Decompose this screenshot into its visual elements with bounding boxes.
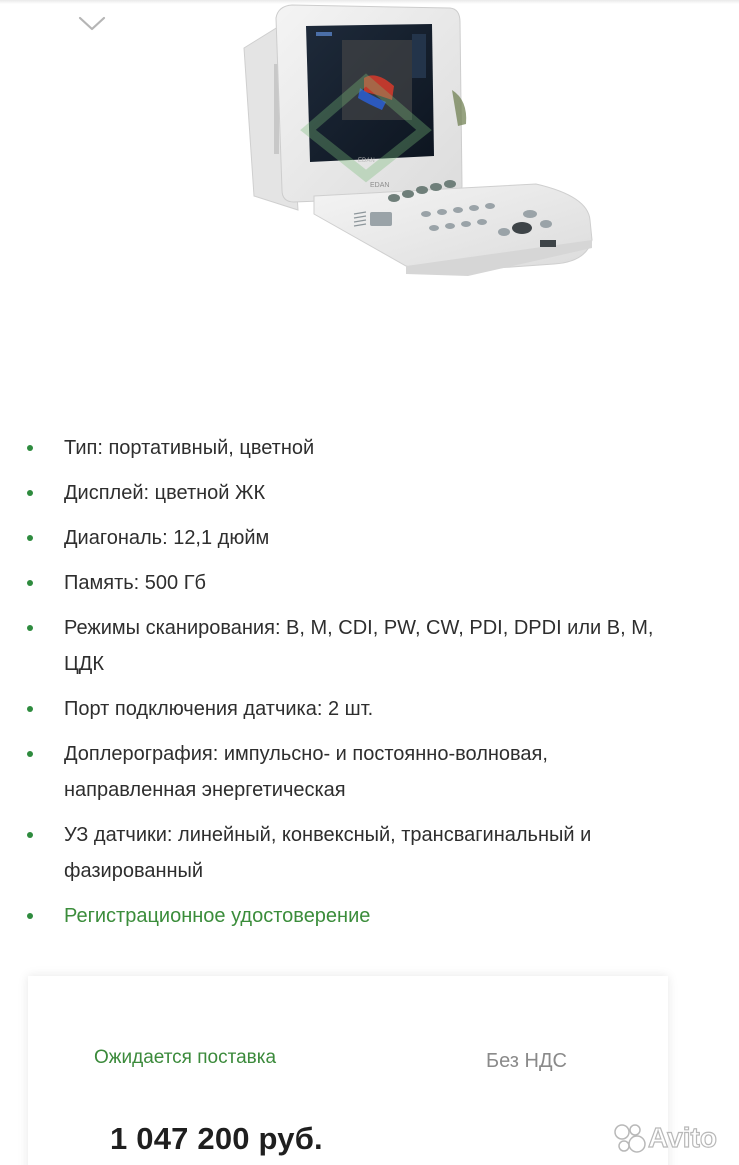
delivery-status: Ожидается поставка [94, 1047, 277, 1068]
spec-text: Тип: портативный, цветной [64, 437, 315, 459]
price: 1 047 200 руб. [110, 1121, 323, 1156]
spec-diagonal [0, 520, 739, 556]
avito-wordmark: Avito [648, 1122, 717, 1153]
bullet-dot [27, 490, 33, 496]
spec-text: УЗ датчики: линейный, конвексный, трансвагинальный и фазированный [64, 824, 592, 882]
bullet-dot [27, 580, 33, 586]
spec-text: Дисплей: цветной ЖК [64, 482, 266, 504]
ultrasound-scanner-image [236, 0, 598, 276]
screen-brand: EDAN [358, 158, 375, 164]
vat-label: Без НДС [486, 1050, 567, 1072]
spec-probe-ports [0, 691, 739, 727]
bullet-dot [27, 706, 33, 712]
spec-text: Память: 500 Гб [64, 572, 206, 594]
spec-list [0, 430, 739, 943]
bullet-dot [27, 535, 33, 541]
spec-scan-modes [0, 610, 739, 682]
bullet-dot [27, 913, 33, 919]
spec-text: Порт подключения датчика: 2 шт. [64, 698, 374, 720]
bullet-dot [27, 832, 33, 838]
device-brand: EDAN [370, 182, 390, 189]
spec-memory [0, 565, 739, 601]
spec-type [0, 430, 739, 466]
spec-text: Доплерография: импульсно- и постоянно-волновая, направленная энергетическая [64, 743, 548, 801]
spec-link-text[interactable]: Регистрационное удостоверение [64, 905, 371, 927]
spec-probes [0, 817, 739, 889]
spec-doppler [0, 736, 739, 808]
avito-logo-icon [610, 1118, 650, 1158]
bullet-dot [27, 445, 33, 451]
avito-watermark [610, 1118, 730, 1158]
spec-text: Диагональ: 12,1 дюйм [64, 527, 270, 549]
spec-text: Режимы сканирования: B, M, CDI, PW, CW, PDI, DPDI или B, M, ЦДК [64, 617, 654, 675]
bullet-dot [27, 751, 33, 757]
bullet-dot [27, 625, 33, 631]
registration-certificate-link[interactable] [0, 898, 739, 934]
offer-card [28, 976, 668, 1165]
chevron-down-icon[interactable] [76, 14, 108, 34]
spec-display [0, 475, 739, 511]
